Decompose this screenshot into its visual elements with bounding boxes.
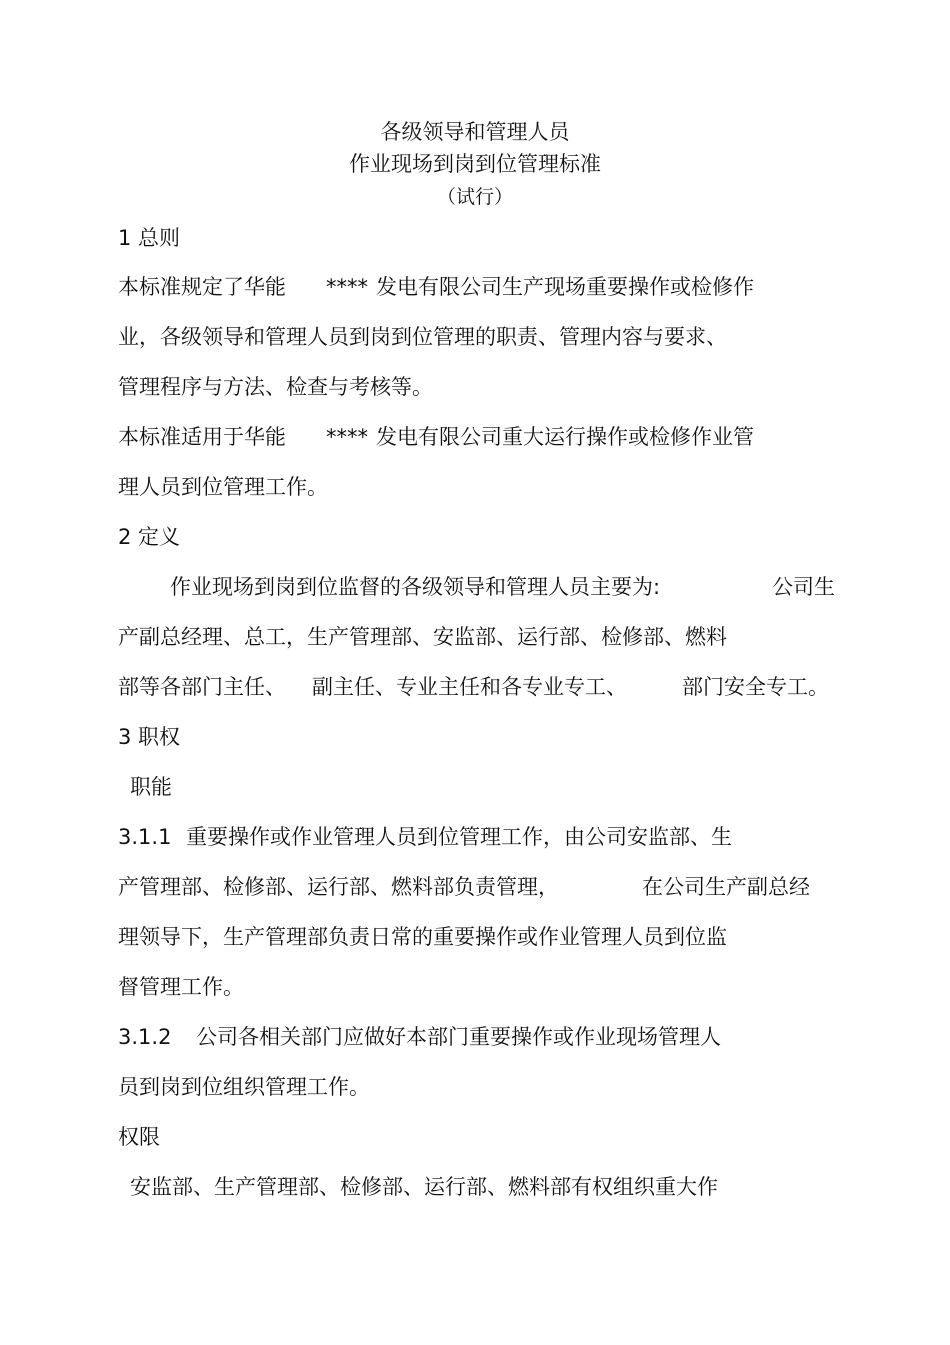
section-heading: 2 定义 [118,525,181,549]
paragraph-line: 管理程序与方法、检查与考核等。 [118,375,433,399]
paragraph-line: 理领导下，生产管理部负责日常的重要操作或作业管理人员到位监 [118,925,727,949]
text-segment: 作业现场到岗到位监督的各级领导和管理人员主要为: [170,575,661,599]
text-segment: **** [326,275,368,299]
paragraph-line: 员到岗到位组织管理工作。 [118,1075,370,1099]
text-segment: **** [326,425,368,449]
paragraph-line: 督管理工作。 [118,975,244,999]
text-segment: 本标准适用于华能 [118,425,286,449]
paragraph-line: 业，各级领导和管理人员到岗到位管理的职责、管理内容与要求、 [118,325,727,349]
section-heading: 3 职权 [118,725,181,749]
text-segment: 重要操作或作业管理人员到位管理工作，由公司安监部、生 [186,825,732,849]
text-segment: 产管理部、检修部、运行部、燃料部负责管理， [118,875,559,899]
clause-number: 3.1.2 [118,1025,172,1049]
document-title-line-1: 各级领导和管理人员 [380,120,570,144]
text-segment: 发电有限公司重大运行操作或检修作业管 [376,425,754,449]
text-segment: 公司生 [772,575,835,599]
document-title-line-2: 作业现场到岗到位管理标准 [349,152,601,176]
text-segment: 在公司生产副总经 [642,875,810,899]
subsection-heading: 职能 [130,775,172,799]
paragraph-line: 安监部、生产管理部、检修部、运行部、燃料部有权组织重大作 [130,1175,718,1199]
section-heading: 1 总则 [118,226,181,250]
document-title-subtitle: （试行） [436,186,513,208]
text-segment: 本标准规定了华能 [118,275,286,299]
clause-number: 3.1.1 [118,825,172,849]
text-segment: 部门安全专工。 [682,675,829,699]
paragraph-line: 产副总经理、总工，生产管理部、安监部、运行部、检修部、燃料 [118,625,727,649]
subsection-heading: 权限 [118,1125,160,1149]
text-segment: 副主任、专业主任和各专业专工、 [312,675,627,699]
text-segment: 公司各相关部门应做好本部门重要操作或作业现场管理人 [196,1025,721,1049]
text-segment: 发电有限公司生产现场重要操作或检修作 [376,275,754,299]
text-segment: 部等各部门主任、 [118,675,286,699]
paragraph-line: 理人员到位管理工作。 [118,475,328,499]
